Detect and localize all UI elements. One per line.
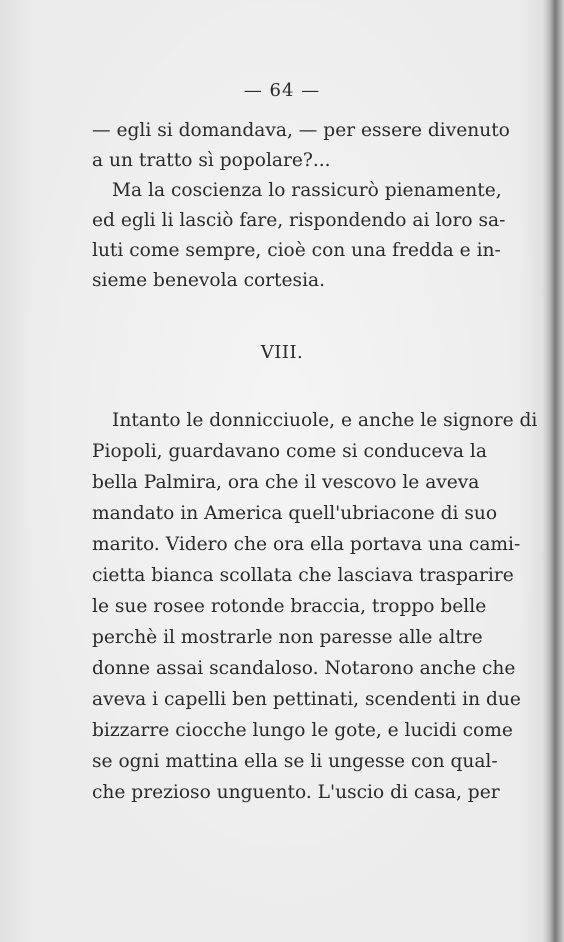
text-line: aveva i capelli ben pettinati, scendenti in due	[92, 689, 521, 710]
text-line: bizzarre ciocche lungo le gote, e lucidi come	[92, 720, 513, 741]
text-line: sieme benevola cortesia.	[92, 270, 326, 291]
text-line: mandato in America quell'ubriacone di suo	[92, 503, 498, 524]
text-line: bella Palmira, ora che il vescovo le aveva	[92, 472, 480, 493]
text-line: le sue rosee rotonde braccia, troppo belle	[92, 596, 487, 617]
text-line: a un tratto sì popolare?...	[92, 150, 331, 171]
text-line: Piopoli, guardavano come si conduceva la	[92, 441, 487, 462]
text-line: cietta bianca scollata che lasciava trasparire	[92, 565, 514, 586]
text-line: che prezioso unguento. L'uscio di casa, per	[92, 782, 500, 803]
page-number: — 64 —	[243, 80, 321, 101]
text-line: Intanto le donnicciuole, e anche le signore di	[112, 410, 538, 431]
text-line: — egli si domandava, — per essere divenuto	[92, 120, 510, 141]
section-heading: VIII.	[260, 342, 304, 363]
text-line: perchè il mostrarle non paresse alle altre	[92, 627, 483, 648]
text-line: ed egli li lasciò fare, rispondendo ai loro sa-	[92, 210, 506, 231]
text-line: Ma la coscienza lo rassicurò pienamente,	[112, 180, 502, 201]
page-edge-shadow	[542, 0, 564, 942]
text-line: luti come sempre, cioè con una fredda e in-	[92, 240, 501, 261]
text-line: se ogni mattina ella se li ungesse con qual-	[92, 751, 498, 772]
text-line: marito. Videro che ora ella portava una cami-	[92, 534, 521, 555]
text-line: donne assai scandaloso. Notarono anche che	[92, 658, 516, 679]
